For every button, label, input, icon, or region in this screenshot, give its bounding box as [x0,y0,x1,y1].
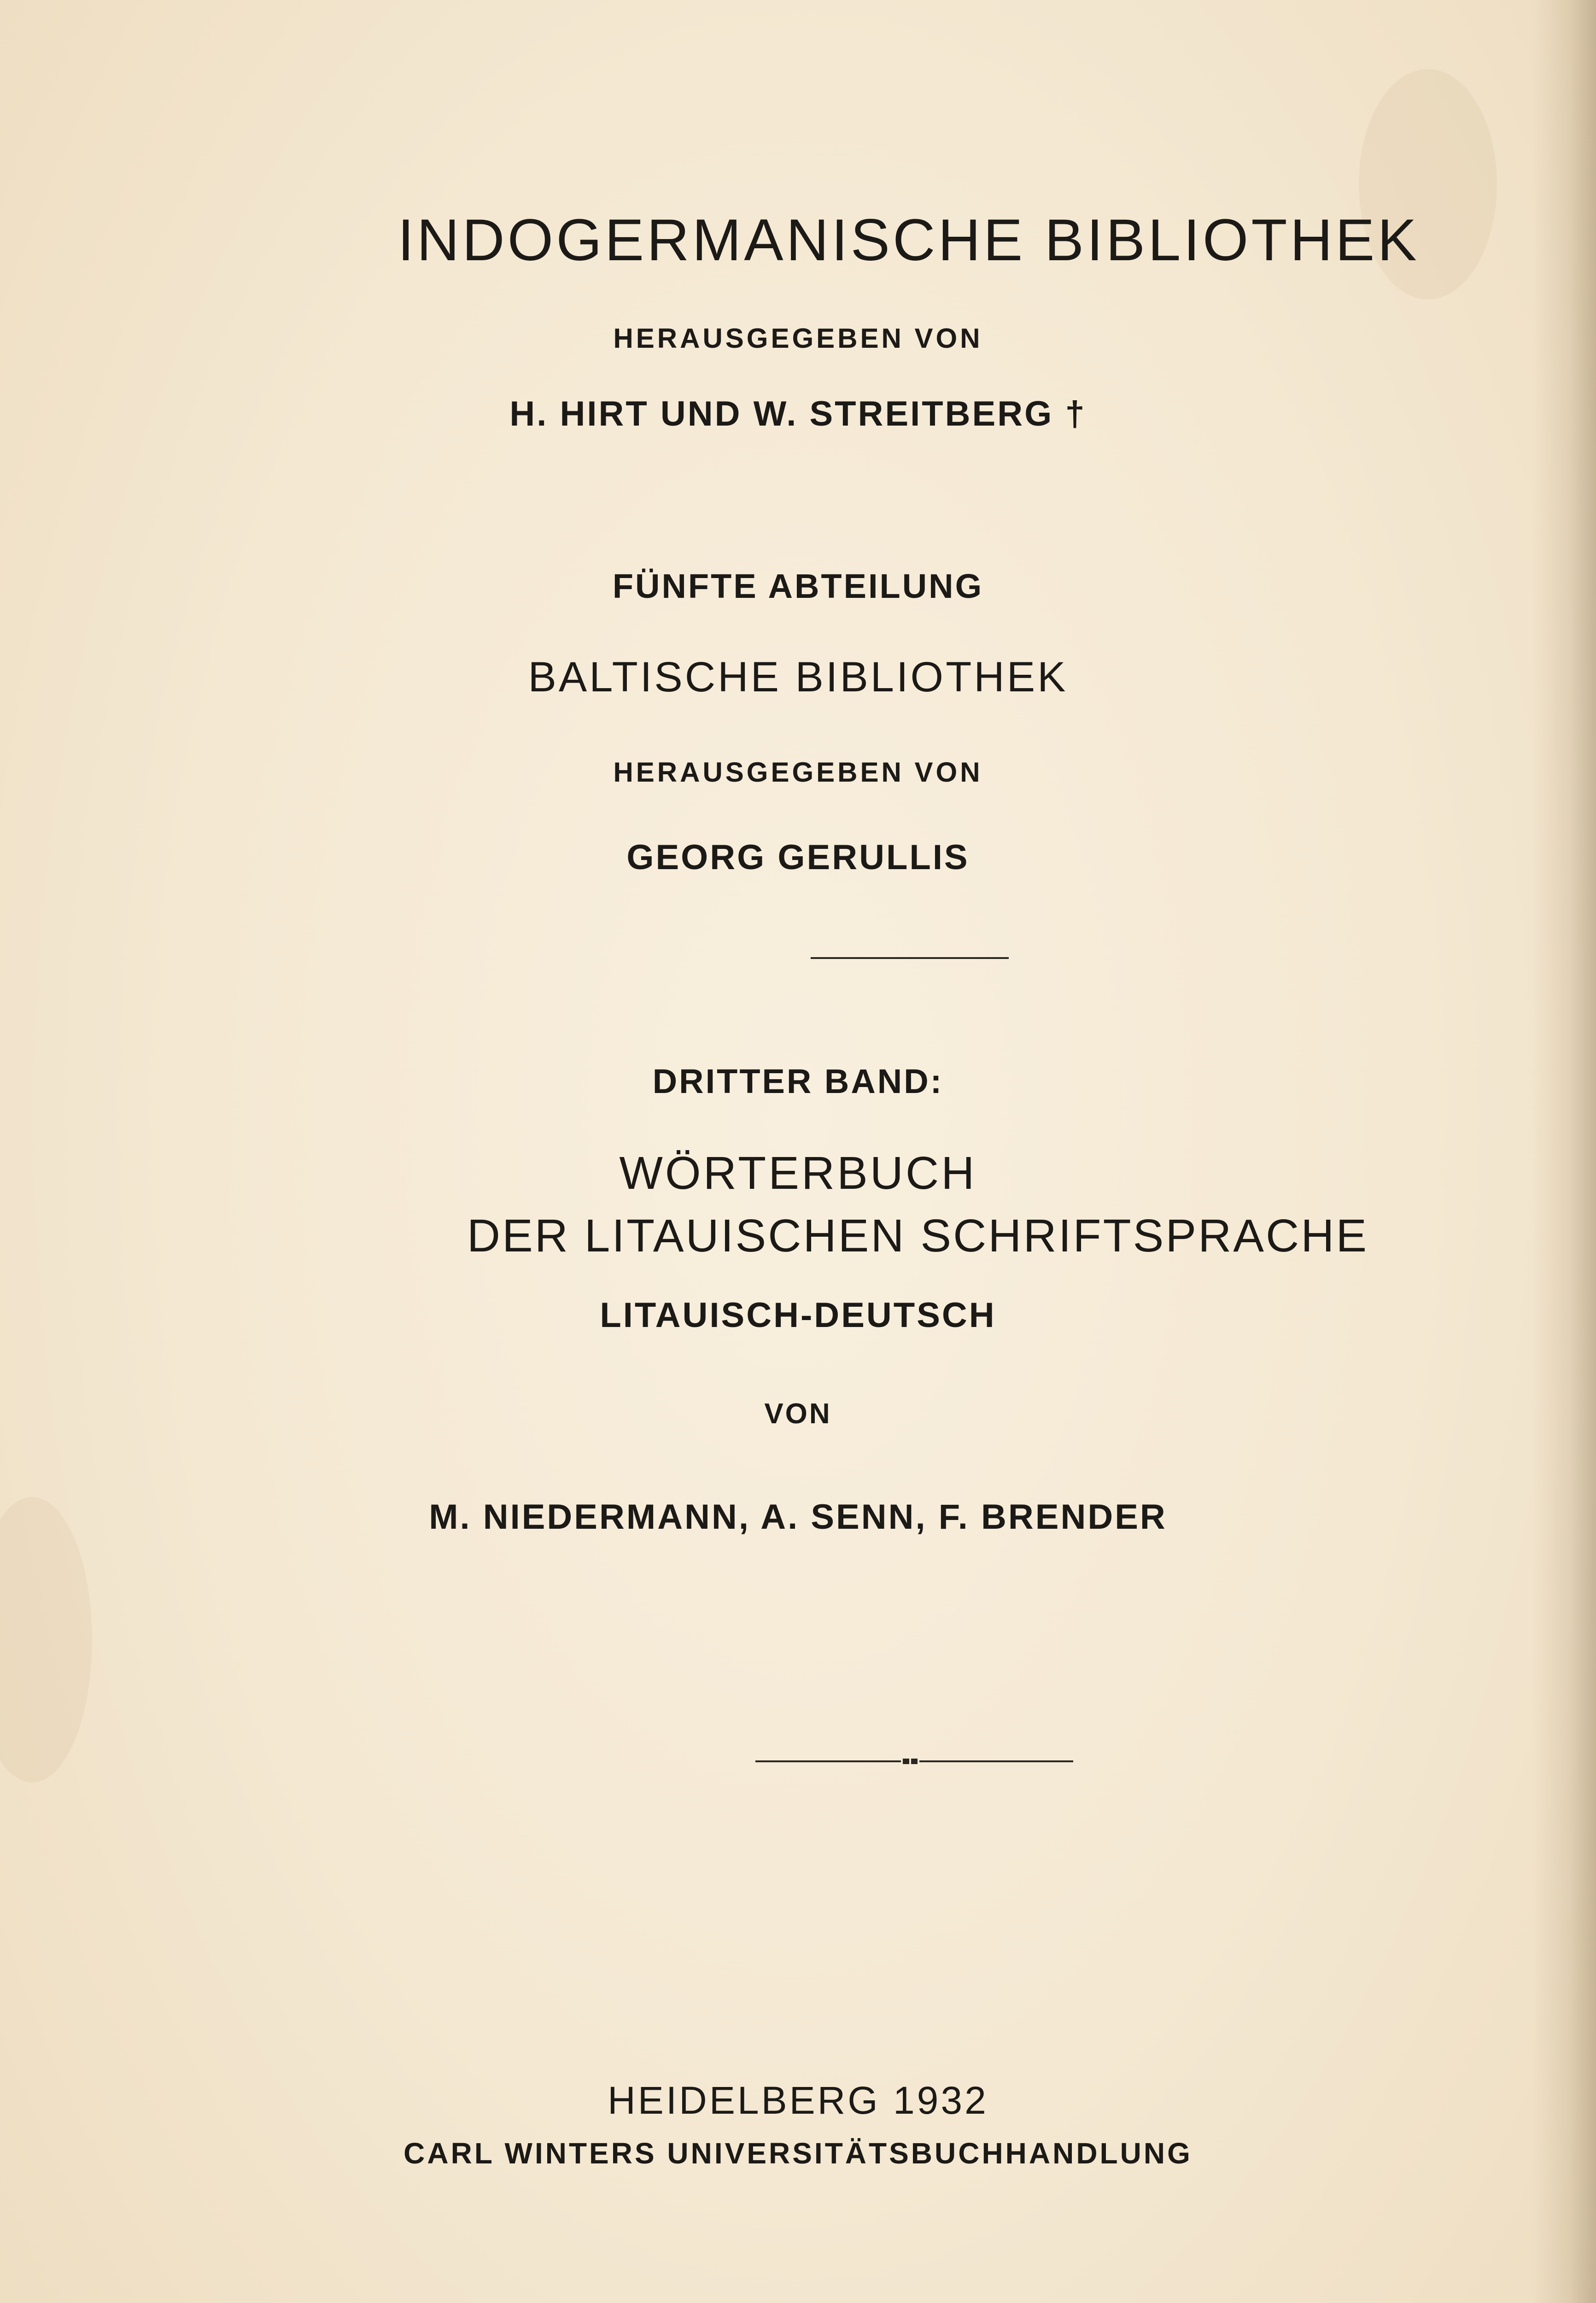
by-label: VON [764,1398,832,1430]
division-edited-by: HERAUSGEGEBEN VON [613,757,983,788]
divider-rule [811,957,1009,959]
imprint-place-year: HEIDELBERG 1932 [608,2079,988,2122]
division-label: FÜNFTE ABTEILUNG [612,567,984,605]
work-title-line1: WÖRTERBUCH [619,1147,977,1199]
publisher: CARL WINTERS UNIVERSITÄTSBUCHHANDLUNG [403,2137,1193,2170]
volume-label: DRITTER BAND: [652,1062,944,1100]
authors: M. NIEDERMANN, A. SENN, F. BRENDER [429,1497,1167,1537]
paper-stain [0,1497,92,1783]
division-editor: GEORG GERULLIS [626,838,970,877]
series-edited-by: HERAUSGEGEBEN VON [613,323,983,354]
ornament-dot [903,1759,909,1764]
series-editors: H. HIRT UND W. STREITBERG † [509,394,1087,433]
division-title: BALTISCHE BIBLIOTHEK [528,654,1068,701]
ornament-dot [911,1759,918,1764]
work-subtitle: LITAUISCH-DEUTSCH [600,1296,996,1335]
work-title-line2: DER LITAUISCHEN SCHRIFTSPRACHE [467,1210,1369,1262]
ornament-rule-right [919,1760,1073,1762]
series-title: INDOGERMANISCHE BIBLIOTHEK [398,207,1420,273]
ornament-rule-left [755,1760,901,1762]
